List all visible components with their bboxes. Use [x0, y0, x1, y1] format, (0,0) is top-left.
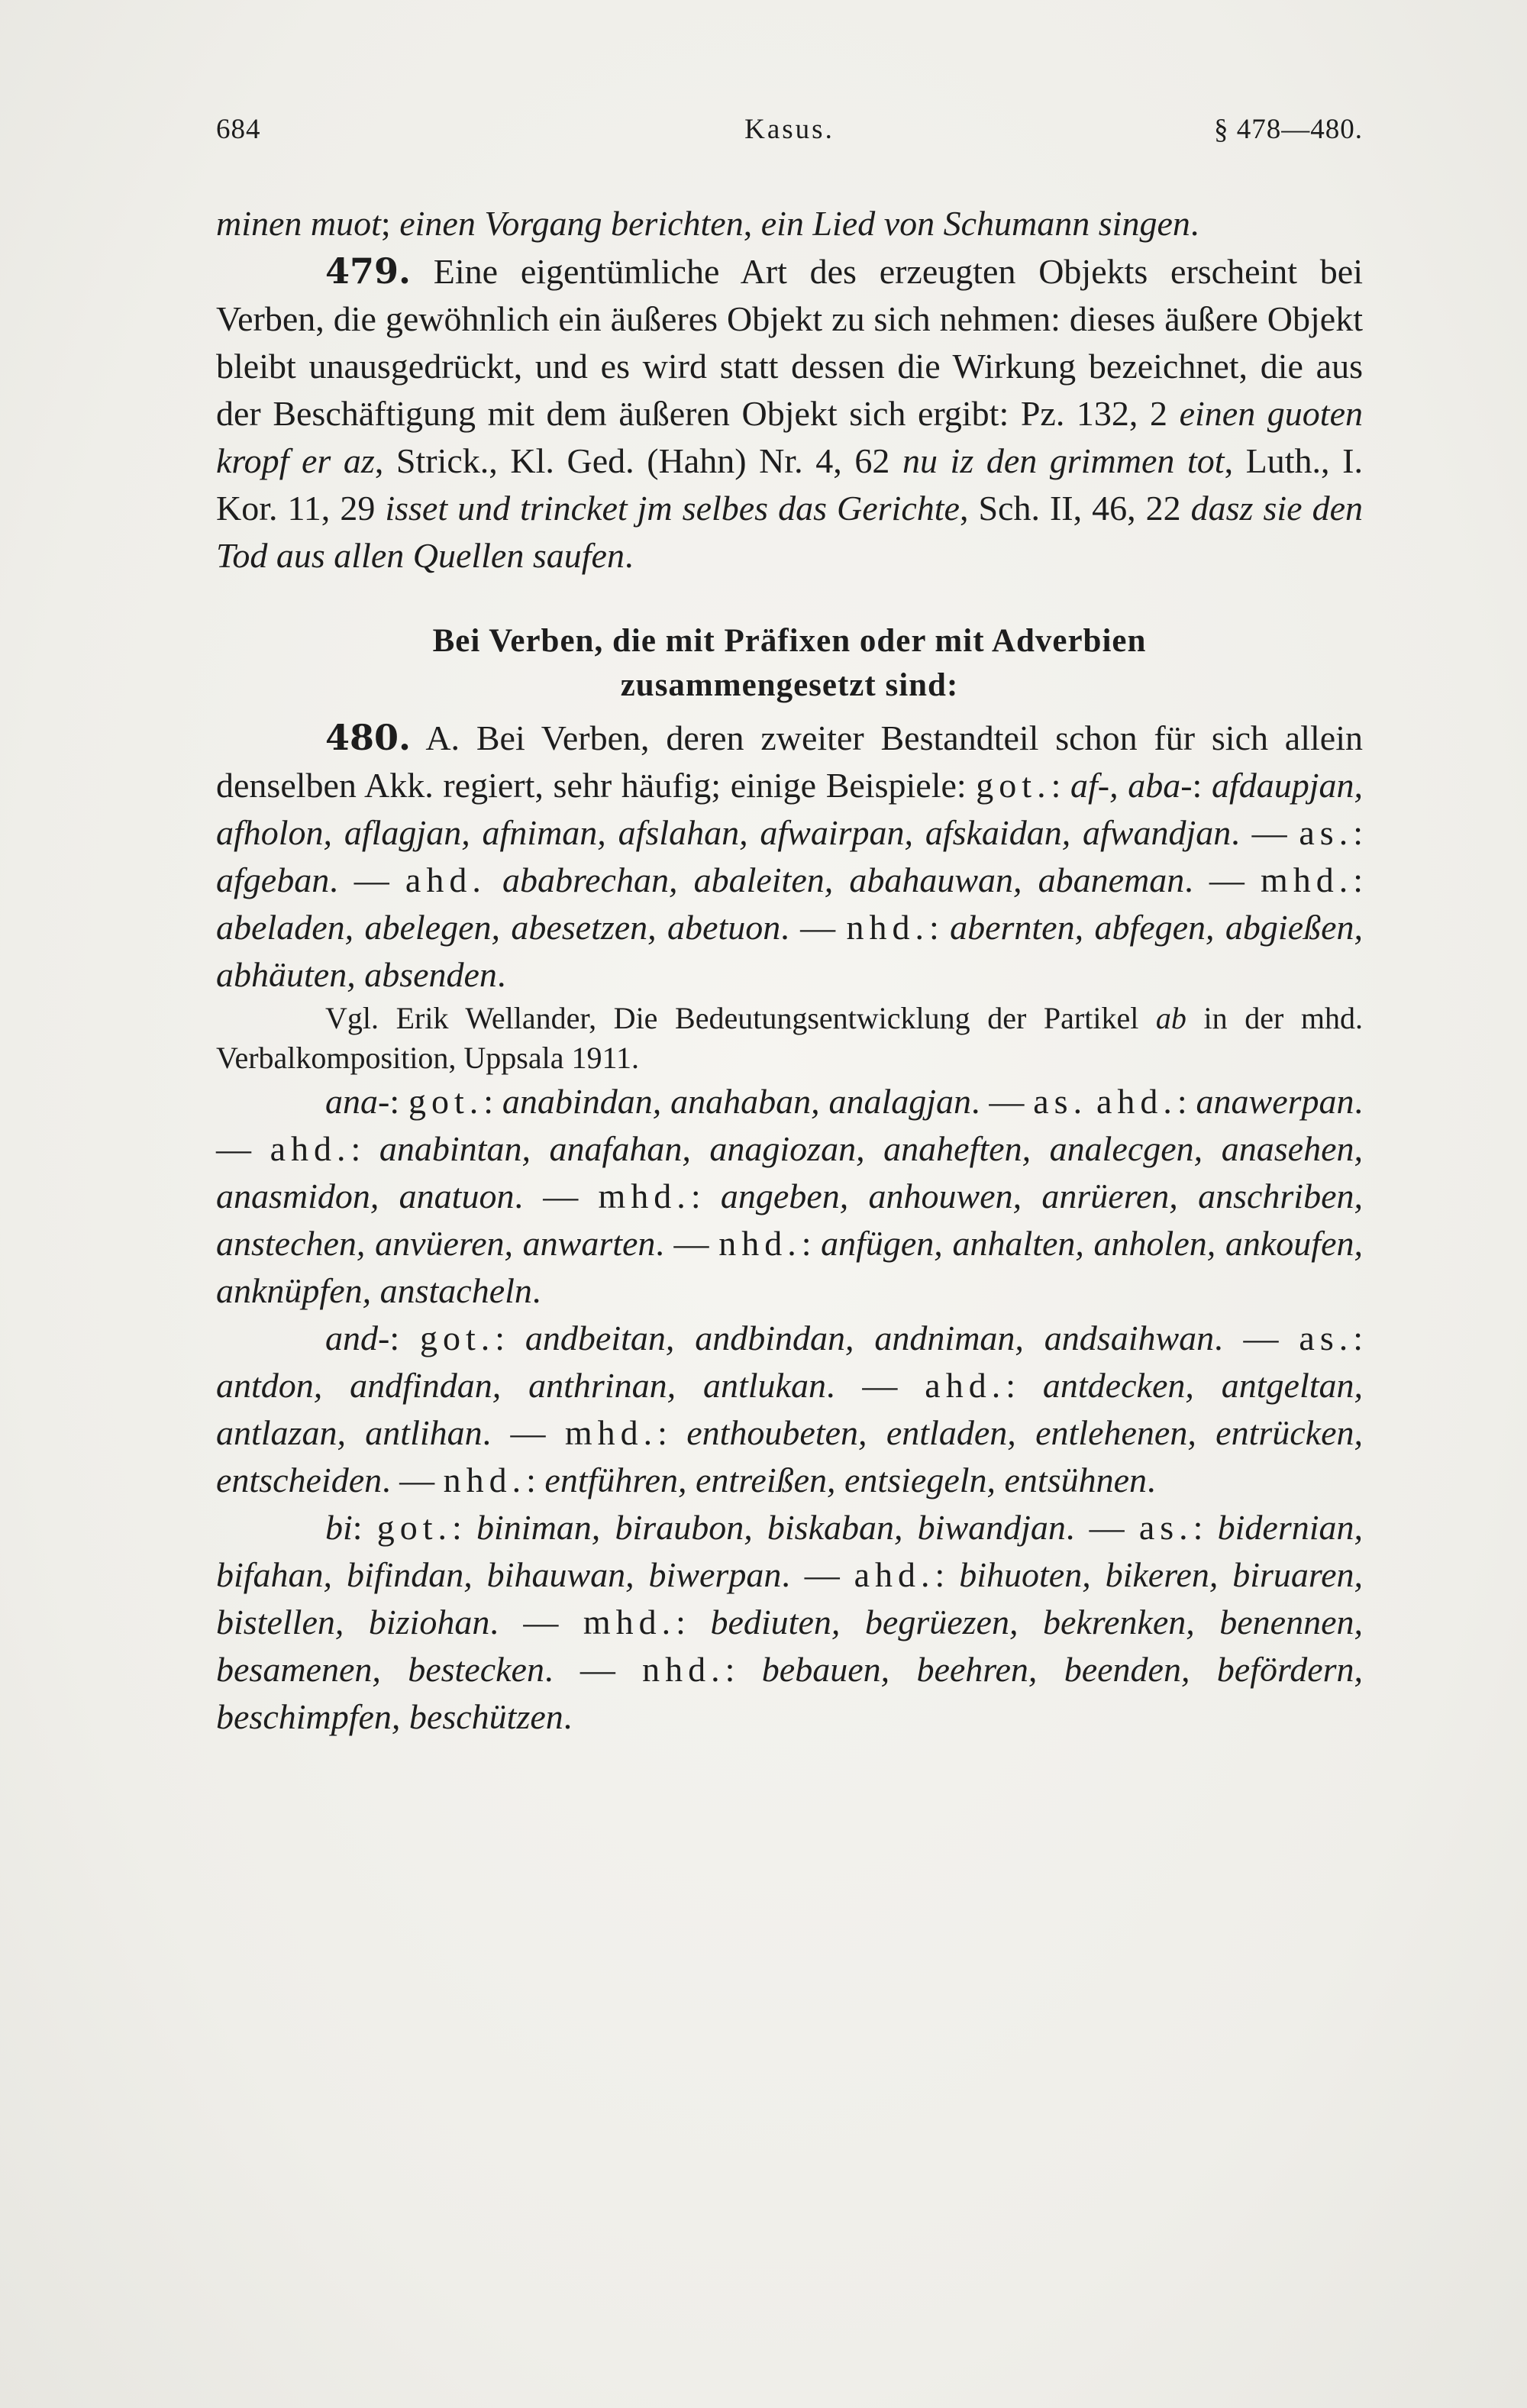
punct: . — — [655, 1224, 719, 1263]
punct: . — — [382, 1461, 444, 1499]
example: ein Lied von Schumann singen — [760, 204, 1190, 243]
lang-label: got. — [419, 1319, 496, 1357]
punct: : — [1051, 766, 1070, 805]
footnote-reference — [216, 999, 1363, 1078]
source-ref: , Strick., Kl. Ged. (Hahn) Nr. 4, 62 — [374, 441, 902, 480]
prefix: af-, aba- — [1070, 766, 1193, 805]
example: angeben, anhouwen, anrüeren, anschriben, anstechen, anvüeren, anwarten — [216, 1177, 1363, 1263]
punct: : — [935, 1555, 960, 1594]
example: einen Vorgang berichten — [399, 204, 744, 243]
punct — [1087, 1082, 1096, 1121]
punct: : — [801, 1224, 822, 1263]
lang-label: mhd. — [1260, 860, 1354, 899]
punct: : — [350, 1129, 379, 1168]
example: dasz sie den Tod aus allen Quellen saufen — [216, 489, 1363, 575]
lang-label: mhd. — [598, 1177, 691, 1215]
example: bediuten, begrüezen, bekrenken, benennen, besamenen, bestecken — [216, 1603, 1364, 1689]
punct: . — [563, 1697, 573, 1736]
example: bidernian, bifahan, bifindan, bihauwan, biwerpan — [216, 1508, 1364, 1594]
example: minen muot — [216, 204, 381, 243]
example: biniman, biraubon, biskaban, biwandjan — [476, 1508, 1066, 1547]
lang-label: as. — [1033, 1082, 1088, 1121]
source-ref: , Luth., I. Kor. 11, 29 — [216, 441, 1363, 528]
example: anawerpan — [1196, 1082, 1354, 1121]
punct: : — [1193, 1508, 1218, 1547]
punct: : — [1192, 766, 1212, 805]
punct: : — [928, 908, 951, 947]
punct: : — [690, 1177, 721, 1215]
lang-label: ahd. — [1096, 1082, 1177, 1121]
page-number: 684 — [216, 114, 261, 145]
note-text: in der mhd. Verbalkomposition, Uppsala 1911. — [216, 1001, 1363, 1075]
source-ref: , Sch. II, 46, 22 — [959, 489, 1191, 528]
paragraph-ana — [216, 1078, 1363, 1315]
prefix: and- — [325, 1319, 390, 1357]
punct: : — [483, 1082, 502, 1121]
punct: . — — [1214, 1319, 1299, 1357]
paragraph-480 — [216, 714, 1363, 999]
punct: : — [676, 1603, 711, 1641]
lang-label: as. — [1138, 1508, 1193, 1547]
punct: . — [624, 536, 634, 575]
punct: : — [526, 1461, 545, 1499]
lang-label: got. — [976, 766, 1051, 805]
punct: . — — [781, 1555, 854, 1594]
heading-line: Bei Verben, die mit Präfixen oder mit Adverbien — [432, 623, 1147, 659]
paragraph-479 — [216, 247, 1363, 579]
paragraph-text: Eine eigentümliche Art des erzeugten Objekts erscheint bei Verben, die gewöhnlich ein äußeres Objekt zu sich nehmen: dieses äußere Objekt bleibt unausgedrückt, und es wird statt dessen die Wirkung bezeichnet, die aus der Beschäftigung mit dem äußeren Objekt sich ergibt: Pz. 132, 2 — [216, 252, 1363, 433]
section-number-480: 480. — [325, 717, 412, 758]
lang-label: mhd. — [583, 1603, 676, 1641]
lang-label: ahd. — [270, 1129, 351, 1168]
section-range: § 478—480. — [1214, 114, 1363, 145]
lang-label: nhd. — [443, 1461, 527, 1499]
lang-label: ahd. — [854, 1555, 935, 1594]
example: abernten, abfegen, abgießen, abhäuten, absenden — [216, 908, 1364, 994]
punct: . — — [971, 1082, 1034, 1121]
punct: : — [1353, 813, 1363, 852]
note-text: Vgl. Erik Wellander, Die Bedeutungsentwicklung der Partikel — [325, 1001, 1156, 1035]
paragraph-bi — [216, 1504, 1363, 1741]
punct: : — [725, 1650, 762, 1689]
punct: . — [496, 955, 506, 994]
punct: ; — [380, 204, 400, 243]
example: ab — [1155, 1001, 1186, 1035]
example: anabintan, anafahan, anagiozan, anaheften, analecgen, anasehen, anasmidon, anatuon — [216, 1129, 1364, 1215]
paragraph-text: A. Bei Verben, deren zweiter Bestandteil schon für sich allein denselben Akk. regiert, sehr häufig; einige Beispiele: — [216, 718, 1363, 805]
lang-label: as. — [1299, 1319, 1354, 1357]
example: antdecken, antgeltan, antlazan, antlihan — [216, 1366, 1364, 1452]
prefix: bi — [325, 1508, 353, 1547]
punct: . — — [329, 860, 405, 899]
example: einen guoten kropf er az — [216, 394, 1363, 480]
example: afdaupjan, afholon, aflagjan, afniman, afslahan, afwairpan, afskaidan, afwandjan — [216, 766, 1363, 852]
punct: : — [389, 1319, 420, 1357]
section-number-479: 479. — [325, 250, 412, 292]
paragraph-and — [216, 1315, 1363, 1504]
punct: : — [1006, 1366, 1043, 1405]
running-head — [216, 113, 1363, 151]
example: anabindan, anahaban, analagjan — [502, 1082, 972, 1121]
punct — [486, 860, 502, 899]
example: ababrechan, abaleiten, abahauwan, abaneman — [502, 860, 1185, 899]
punct: . — — [1184, 860, 1261, 899]
example: bebauen, beehren, beenden, befördern, beschimpfen, beschützen — [216, 1650, 1364, 1736]
punct: . — [1190, 204, 1199, 243]
punct: , — [743, 204, 761, 243]
example: afgeban — [216, 860, 330, 899]
punct: . — — [514, 1177, 599, 1215]
punct: . — [1147, 1461, 1156, 1499]
punct: . — — [482, 1413, 565, 1452]
punct: . — — [780, 908, 847, 947]
punct: : — [1353, 1319, 1364, 1357]
lang-label: got. — [408, 1082, 484, 1121]
punct: : — [657, 1413, 687, 1452]
punct: : — [495, 1319, 525, 1357]
running-title: Kasus. — [744, 114, 835, 145]
example: antdon, andfindan, anthrinan, antlukan — [216, 1366, 826, 1405]
section-heading — [216, 619, 1363, 708]
punct: . — — [489, 1603, 583, 1641]
lang-label: nhd. — [718, 1224, 802, 1263]
punct: . — — [544, 1650, 643, 1689]
heading-line: zusammengesetzt sind: — [620, 667, 959, 703]
lang-label: ahd. — [925, 1366, 1006, 1405]
lang-label: ahd. — [405, 860, 486, 899]
example: entführen, entreißen, entsiegeln, entsühnen — [544, 1461, 1148, 1499]
example: isset und trincket jm selbes das Gerichte — [385, 489, 960, 528]
prefix: ana- — [325, 1082, 390, 1121]
punct: . — — [825, 1366, 925, 1405]
example: abeladen, abelegen, abesetzen, abetuon — [216, 908, 781, 947]
punct: : — [352, 1508, 377, 1547]
example: bihuoten, bikeren, biruaren, bistellen, biziohan — [216, 1555, 1364, 1641]
lang-label: mhd. — [564, 1413, 658, 1452]
lang-label: nhd. — [846, 908, 929, 947]
punct: : — [452, 1508, 477, 1547]
lang-label: got. — [376, 1508, 453, 1547]
punct: : — [1177, 1082, 1196, 1121]
punct: : — [1353, 860, 1364, 899]
punct: . — [531, 1271, 541, 1310]
lang-label: nhd. — [642, 1650, 725, 1689]
punct: . — — [216, 1082, 1364, 1168]
lang-label: as. — [1299, 813, 1354, 852]
example: andbeitan, andbindan, andniman, andsaihwan — [525, 1319, 1215, 1357]
example: enthoubeten, entladen, entlehenen, entrücken, entscheiden — [216, 1413, 1364, 1499]
punct: . — — [1231, 813, 1299, 852]
example: anfügen, anhalten, anholen, ankoufen, anknüpfen, anstacheln — [216, 1224, 1363, 1310]
body-text — [216, 200, 1363, 1741]
example: nu iz den grimmen tot — [902, 441, 1225, 480]
punct: . — — [1065, 1508, 1139, 1547]
paragraph-478-continuation — [216, 200, 1363, 247]
punct: : — [389, 1082, 408, 1121]
